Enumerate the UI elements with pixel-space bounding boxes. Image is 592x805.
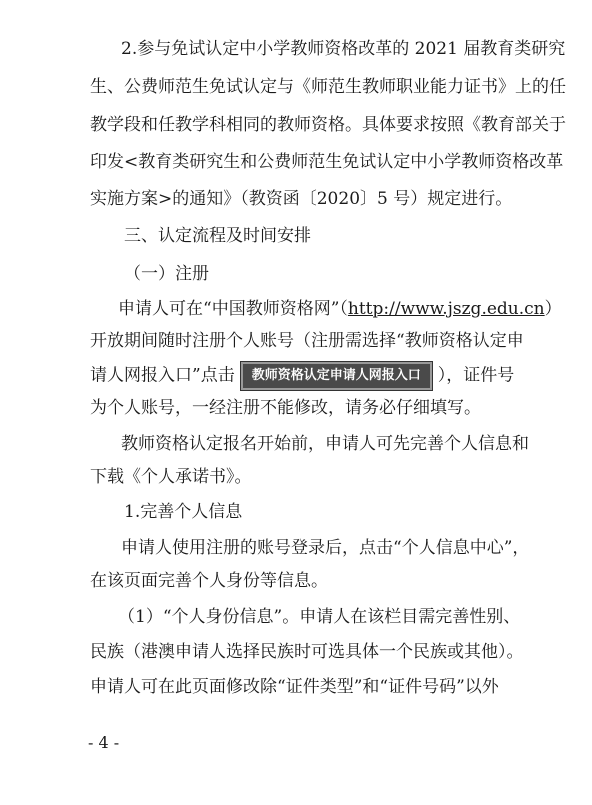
section-three-heading: 三、认定流程及时间安排 [124, 226, 311, 246]
register-line-1-text: 申请人可在“中国教师资格网”（ [118, 299, 348, 319]
applicant-entry-button[interactable]: 教师资格认定申请人网报入口 [241, 362, 432, 390]
paragraph-2-line-4: 印发<教育类研究生和公费师范生免试认定中小学教师资格改革 [90, 152, 564, 172]
before-signup-line-2: 下载《个人承诺书》。 [90, 467, 252, 487]
register-line-1 [118, 298, 578, 320]
register-line-4: 为个人账号，一经注册不能修改，请务必仔细填写。 [90, 398, 481, 418]
paragraph-2-line-5: 实施方案>的通知》（教资函〔2020〕5 号）规定进行。 [90, 189, 513, 209]
register-line-3-text: 请人网报入口”点击 [90, 365, 235, 386]
jszg-website-link[interactable]: http://www.jszg.edu.cn [347, 299, 545, 319]
register-line-2: 开放期间随时注册个人账号（注册需选择“教师资格认定申 [90, 331, 524, 351]
identity-info-line-1: （1）“个人身份信息”。申请人在该栏目需完善性别、 [118, 607, 521, 627]
subsection-one-heading: （一）注册 [124, 264, 209, 284]
register-line-3-tail: ），证件号 [437, 365, 515, 386]
before-signup-line-1: 教师资格认定报名开始前，申请人可先完善个人信息和 [121, 434, 529, 454]
paragraph-2-line-1: 2.参与免试认定中小学教师资格改革的 2021 届教育类研究 [121, 39, 566, 59]
login-info-line-2: 在该页面完善个人身份等信息。 [90, 571, 328, 591]
register-line-3 [90, 362, 570, 390]
paragraph-2-line-3: 教学段和任教学科相同的教师资格。具体要求按照《教育部关于 [90, 115, 566, 135]
paragraph-2-line-2: 生、公费师范生免试认定与《师范生教师职业能力证书》上的任 [90, 77, 566, 97]
identity-info-line-3: 申请人可在此页面修改除“证件类型”和“证件号码”以外 [90, 677, 499, 697]
page-number: - 4 - [88, 733, 120, 752]
identity-info-line-2: 民族（港澳申请人选择民族时可选具体一个民族或其他）。 [90, 642, 524, 662]
item-one-heading: 1.完善个人信息 [124, 502, 243, 522]
login-info-line-1: 申请人使用注册的账号登录后，点击“个人信息中心”， [121, 538, 530, 558]
register-line-1-close: ） [544, 299, 562, 319]
